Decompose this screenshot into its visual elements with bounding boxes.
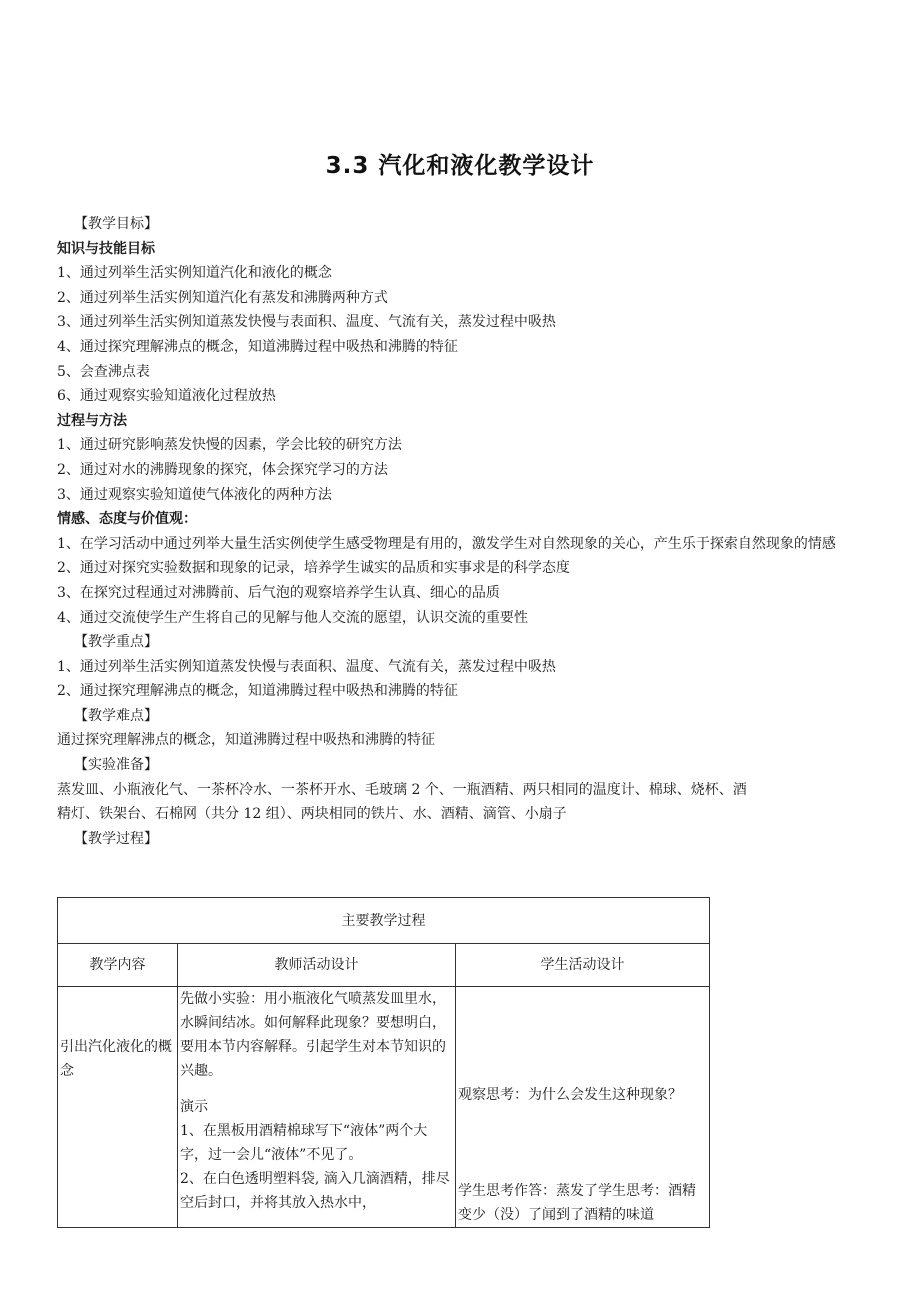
process-item: 1、通过研究影响蒸发快慢的因素，学会比较的研究方法 bbox=[57, 437, 402, 454]
student-observe: 观察思考：为什么会发生这种现象？ bbox=[458, 1087, 682, 1103]
process-title: 过程与方法 bbox=[57, 412, 127, 429]
prep-header: 【实验准备】 bbox=[74, 757, 158, 774]
emotion-item: 3、在探究过程通过对沸腾前、后气泡的观察培养学生认真、细心的品质 bbox=[57, 584, 500, 601]
difficulty-text: 通过探究理解沸点的概念，知道沸腾过程中吸热和沸腾的特征 bbox=[57, 732, 435, 749]
table-header-teacher: 教师活动设计 bbox=[178, 944, 456, 987]
content-cell bbox=[58, 987, 178, 1228]
knowledge-item: 5、会查沸点表 bbox=[57, 363, 150, 380]
table-header-student: 学生活动设计 bbox=[456, 944, 710, 987]
document-body bbox=[57, 212, 867, 851]
table-header-content: 教学内容 bbox=[58, 944, 178, 987]
difficulty-header: 【教学难点】 bbox=[74, 707, 158, 724]
student-answer: 学生思考作答：蒸发了学生思考：酒精变少（没）了闻到了酒精的味道 bbox=[458, 1183, 696, 1223]
knowledge-item: 4、通过探究理解沸点的概念，知道沸腾过程中吸热和沸腾的特征 bbox=[57, 338, 458, 355]
process-header: 【教学过程】 bbox=[74, 830, 158, 847]
teacher-demo-title: 演示 bbox=[180, 1099, 208, 1115]
key-point-item: 2、通过探究理解沸点的概念，知道沸腾过程中吸热和沸腾的特征 bbox=[57, 683, 458, 700]
process-item: 2、通过对水的沸腾现象的探究，体会探究学习的方法 bbox=[57, 461, 388, 478]
objectives-header: 【教学目标】 bbox=[74, 216, 158, 232]
knowledge-item: 2、通过列举生活实例知道汽化有蒸发和沸腾两种方式 bbox=[57, 289, 388, 306]
key-point-item: 1、通过列举生活实例知道蒸发快慢与表面积、温度、气流有关，蒸发过程中吸热 bbox=[57, 658, 556, 675]
table-caption: 主要教学过程 bbox=[58, 898, 710, 944]
emotion-item: 1、在学习活动中通过列举大量生活实例使学生感受物理是有用的，激发学生对自然现象的关心，产生乐于探索自然现象的情感 bbox=[57, 535, 836, 552]
teacher-cell bbox=[178, 987, 456, 1228]
teacher-step: 1、在黑板用酒精棉球写下“液体”两个大字，过一会儿“液体”不见了。 bbox=[180, 1123, 428, 1163]
emotion-title: 情感、态度与价值观： bbox=[57, 511, 197, 528]
prep-line: 蒸发皿、小瓶液化气、一茶杯冷水、一茶杯开水、毛玻璃 2 个、一瓶酒精、两只相同的温度计、棉球、烧杯、酒 bbox=[57, 781, 747, 798]
emotion-item: 4、通过交流使学生产生将自己的见解与他人交流的愿望，认识交流的重要性 bbox=[57, 609, 528, 626]
knowledge-item: 1、通过列举生活实例知道汽化和液化的概念 bbox=[57, 265, 332, 282]
content-text: 引出汽化液化的概念 bbox=[60, 1039, 172, 1079]
student-cell bbox=[456, 987, 710, 1228]
prep-line: 精灯、铁架台、石棉网（共分 12 组）、两块相同的铁片、水、酒精、滴管、小扇子 bbox=[57, 806, 567, 823]
knowledge-item: 3、通过列举生活实例知道蒸发快慢与表面积、温度、气流有关，蒸发过程中吸热 bbox=[57, 314, 556, 331]
knowledge-title: 知识与技能目标 bbox=[57, 240, 155, 257]
table-row bbox=[58, 987, 710, 1228]
teaching-process-table bbox=[57, 897, 710, 1228]
key-points-header: 【教学重点】 bbox=[74, 634, 158, 651]
emotion-item: 2、通过对探究实验数据和现象的记录，培养学生诚实的品质和实事求是的科学态度 bbox=[57, 560, 570, 577]
page-title: 3.3 汽化和液化教学设计 bbox=[325, 153, 595, 179]
teacher-intro: 先做小实验：用小瓶液化气喷蒸发皿里水，水瞬间结冰。如何解释此现象？要想明白，要用本节内容解释。引起学生对本节知识的兴趣。 bbox=[180, 991, 446, 1079]
knowledge-item: 6、通过观察实验知道液化过程放热 bbox=[57, 388, 276, 405]
process-item: 3、通过观察实验知道使气体液化的两种方法 bbox=[57, 486, 332, 503]
teacher-step: 2、在白色透明塑料袋, 滴入几滴酒精，排尽空后封口，并将其放入热水中， bbox=[180, 1171, 450, 1211]
